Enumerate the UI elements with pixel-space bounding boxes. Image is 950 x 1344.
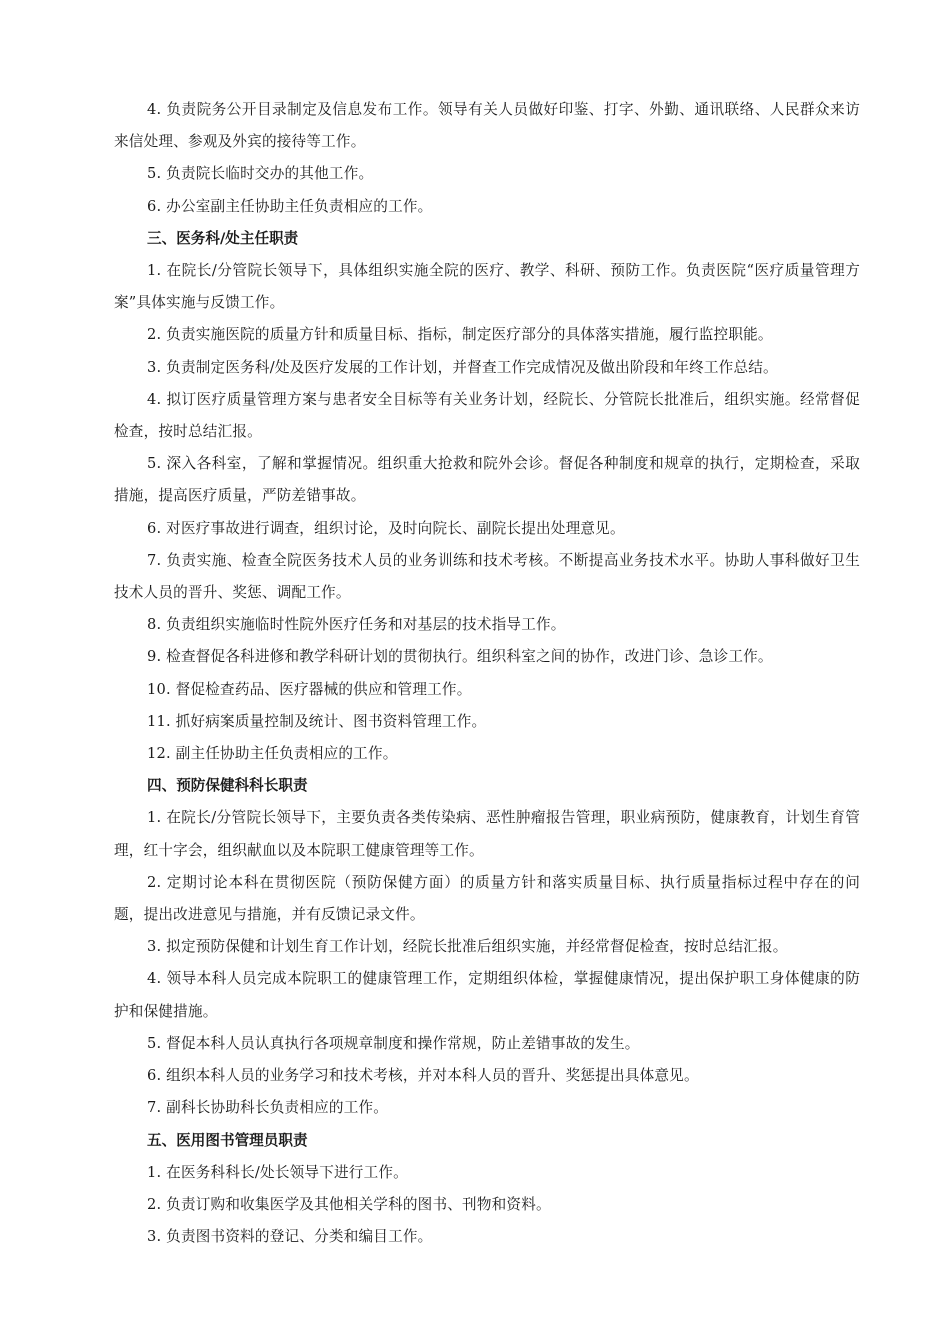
- paragraph: 4. 领导本科人员完成本院职工的健康管理工作，定期组织体检，掌握健康情况，提出保护职工身体健康的防护和保健措施。: [114, 970, 860, 1020]
- paragraph: 5. 督促本科人员认真执行各项规章制度和操作常规，防止差错事故的发生。: [147, 1034, 640, 1052]
- document-page: [114, 94, 860, 1253]
- paragraph: 7. 副科长协助科长负责相应的工作。: [147, 1099, 389, 1117]
- paragraph: 1. 在院长/分管院长领导下，具体组织实施全院的医疗、教学、科研、预防工作。负责医院“医疗质量管理方案”具体实施与反馈工作。: [114, 262, 860, 312]
- paragraph: 6. 对医疗事故进行调查，组织讨论，及时向院长、副院长提出处理意见。: [147, 519, 625, 537]
- paragraph: 4. 负责院务公开目录制定及信息发布工作。领导有关人员做好印鉴、打字、外勤、通讯联络、人民群众来访来信处理、参观及外宾的接待等工作。: [114, 101, 860, 151]
- paragraph: 5. 负责院长临时交办的其他工作。: [147, 165, 374, 183]
- paragraph: 6. 办公室副主任协助主任负责相应的工作。: [147, 197, 433, 215]
- paragraph: 9. 检查督促各科进修和教学科研计划的贯彻执行。组织科室之间的协作，改进门诊、急诊工作。: [147, 648, 773, 666]
- paragraph: 3. 负责制定医务科/处及医疗发展的工作计划，并督查工作完成情况及做出阶段和年终工作总结。: [147, 358, 778, 376]
- paragraph: 3. 拟定预防保健和计划生育工作计划，经院长批准后组织实施，并经常督促检查，按时总结汇报。: [147, 938, 788, 956]
- paragraph: 11. 抓好病案质量控制及统计、图书资料管理工作。: [147, 712, 487, 730]
- paragraph: 5. 深入各科室，了解和掌握情况。组织重大抢救和院外会诊。督促各种制度和规章的执行，定期检查，采取措施，提高医疗质量，严防差错事故。: [114, 455, 860, 505]
- paragraph: 3. 负责图书资料的登记、分类和编目工作。: [147, 1228, 433, 1246]
- section-heading: 四、预防保健科科长职责: [147, 777, 308, 795]
- paragraph: 2. 负责实施医院的质量方针和质量目标、指标，制定医疗部分的具体落实措施，履行监控职能。: [147, 326, 773, 344]
- paragraph: 6. 组织本科人员的业务学习和技术考核，并对本科人员的晋升、奖惩提出具体意见。: [147, 1067, 699, 1085]
- paragraph: 12. 副主任协助主任负责相应的工作。: [147, 745, 398, 763]
- paragraph: 8. 负责组织实施临时性院外医疗任务和对基层的技术指导工作。: [147, 616, 566, 634]
- paragraph: 1. 在医务科科长/处长领导下进行工作。: [147, 1163, 408, 1181]
- paragraph: 1. 在院长/分管院长领导下，主要负责各类传染病、恶性肿瘤报告管理，职业病预防，健康教育，计划生育管理，红十字会，组织献血以及本院职工健康管理等工作。: [114, 809, 860, 859]
- paragraph: 2. 负责订购和收集医学及其他相关学科的图书、刊物和资料。: [147, 1195, 551, 1213]
- paragraph: 2. 定期讨论本科在贯彻医院（预防保健方面）的质量方针和落实质量目标、执行质量指标过程中存在的问题，提出改进意见与措施，并有反馈记录文件。: [114, 873, 860, 924]
- paragraph: 10. 督促检查药品、医疗器械的供应和管理工作。: [147, 680, 472, 698]
- section-heading: 五、医用图书管理员职责: [147, 1131, 308, 1149]
- paragraph: 7. 负责实施、检查全院医务技术人员的业务训练和技术考核。不断提高业务技术水平。协助人事科做好卫生技术人员的晋升、奖惩、调配工作。: [114, 551, 860, 602]
- paragraph: 4. 拟订医疗质量管理方案与患者安全目标等有关业务计划，经院长、分管院长批准后，组织实施。经常督促检查，按时总结汇报。: [114, 390, 860, 441]
- section-heading: 三、医务科/处主任职责: [147, 229, 299, 247]
